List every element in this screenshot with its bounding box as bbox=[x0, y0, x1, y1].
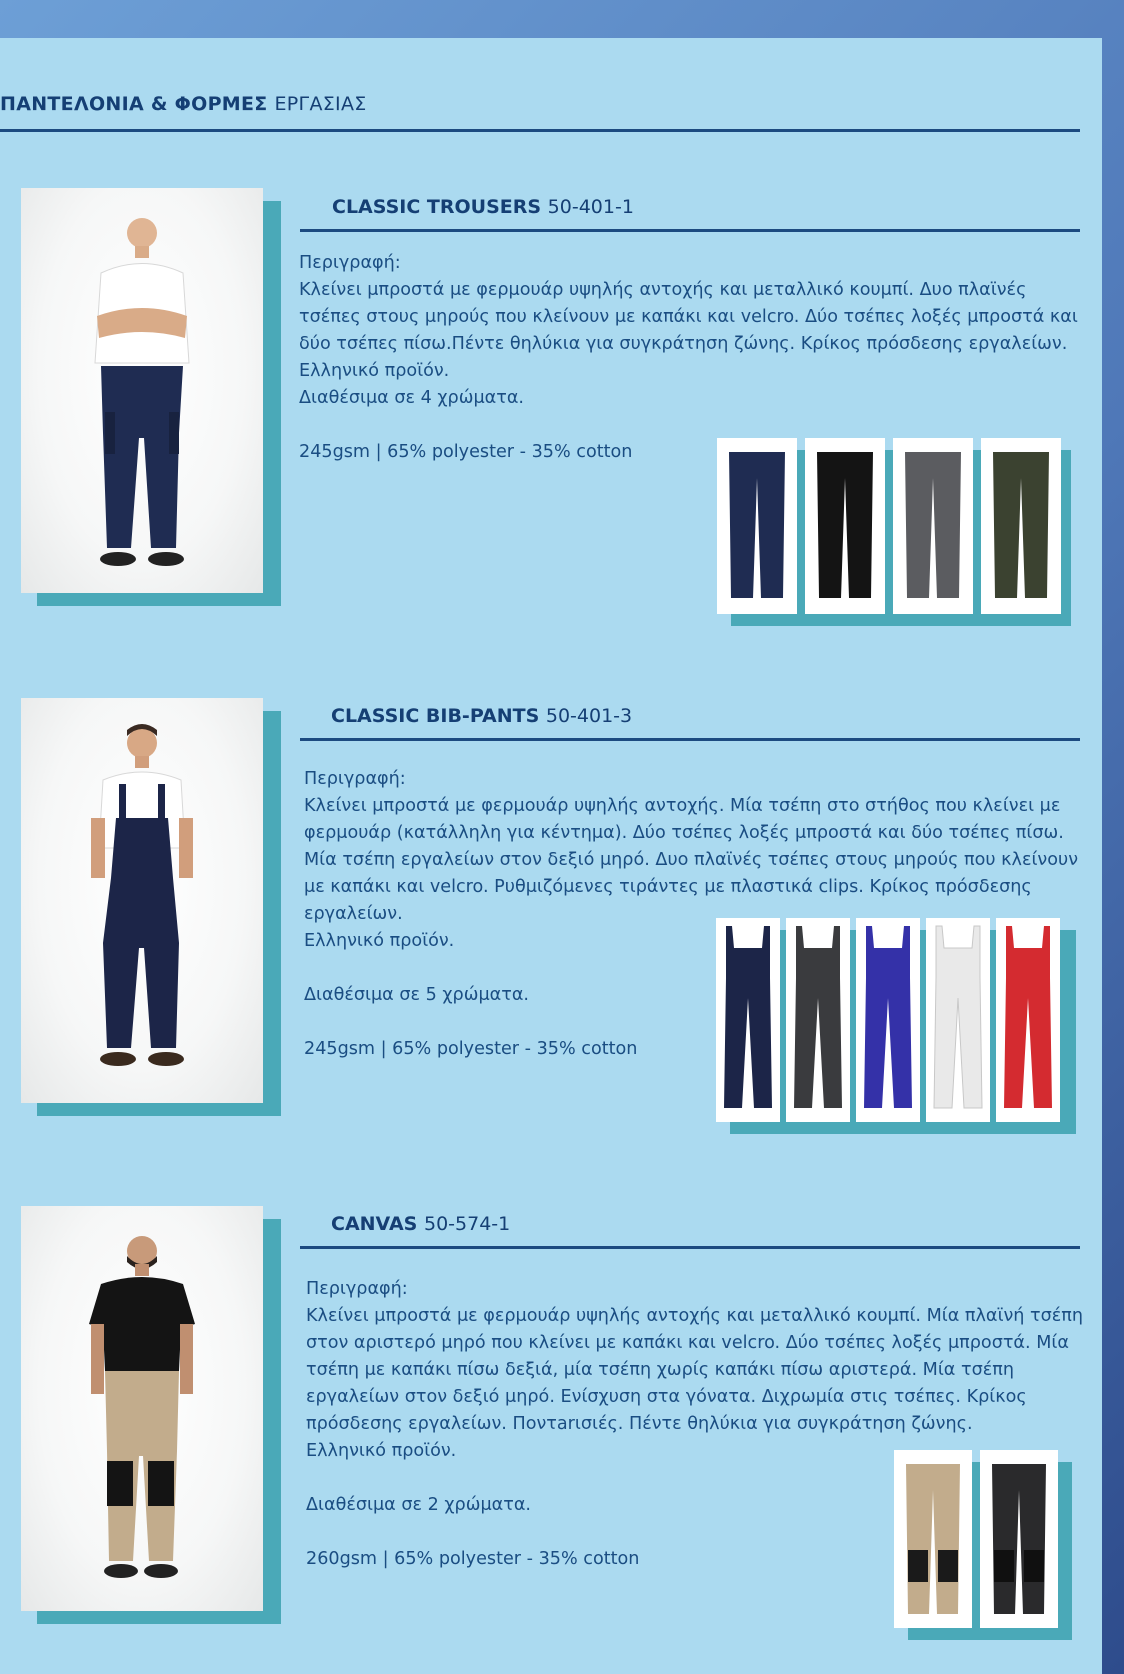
description-text: Κλείνει μπροστά με φερμουάρ υψηλής αντοχής και μεταλλικό κουμπί. Δυο πλαϊνές τσέπες στους μηρούς που κλείνουν με καπάκι και velcro. Δύο τσέπες λοξές μπροστά και δύο τσέπες πίσω.Πέντε θηλύκια για συγκράτηση ζώνης. Κρίκος πρόσδεσης εργαλείων. bbox=[299, 280, 1078, 354]
variant-swatch bbox=[926, 918, 990, 1122]
product-photo-classic-trousers bbox=[21, 188, 281, 608]
variant-swatch bbox=[981, 438, 1061, 614]
description-text: Κλείνει μπροστά με φερμουάρ υψηλής αντοχής. Μία τσέπη στο στήθος που κλείνει με φερμουάρ (κατάλληλη για κέντημα). Δύο τσέπες λοξές μπροστά και δύο τσέπες πίσω. Μία τσέπη εργαλείων στον δεξιό μηρό. Δυο πλαϊνές τσέπες στους μηρούς που κλείνουν με καπάκι και velcro. Ρυθμιζόμενες τιράντες με πλαστικά clips. Κρίκος πρόσδεσης εργαλείων. bbox=[304, 796, 1079, 924]
product-code: 50-401-3 bbox=[545, 705, 633, 727]
variant-swatch bbox=[805, 438, 885, 614]
variant-swatch bbox=[980, 1450, 1058, 1628]
product-code: 50-401-1 bbox=[547, 196, 634, 218]
description-label: Περιγραφή: bbox=[304, 769, 406, 789]
specs-text: 260gsm | 65% polyester - 35% cotton bbox=[306, 1549, 640, 1569]
product-title-canvas bbox=[331, 1213, 510, 1235]
variant-swatch bbox=[717, 438, 797, 614]
product-description-classic-trousers bbox=[299, 250, 1089, 466]
model-bib-pants-figure bbox=[21, 698, 263, 1103]
model-canvas-figure bbox=[21, 1206, 263, 1611]
specs-text: 245gsm | 65% polyester - 35% cotton bbox=[299, 442, 633, 462]
product-divider bbox=[300, 1246, 1080, 1249]
description-text: Κλείνει μπροστά με φερμουάρ υψηλής αντοχής και μεταλλικό κουμπί. Μία πλαϊνή τσέπη στον αριστερό μηρό που κλείνει με καπάκι και velcro. Δύο τσέπες λοξές μπροστά. Μία τσέπη με καπάκι πίσω δεξιά, μία τσέπη χωρίς καπάκι πίσω αριστερά. Μία τσέπη εργαλείων στον δεξιό μηρό. Ενίσχυση στα γόνατα. Διχρωμία στις τσέπες. Κρίκος πρόσδεσης εργαλείων. Ποντarισιές. Πέντε θηλύκια για συγκράτηση ζώνης. bbox=[306, 1306, 1084, 1434]
variant-swatch bbox=[893, 438, 973, 614]
variant-swatch bbox=[716, 918, 780, 1122]
specs-text: 245gsm | 65% polyester - 35% cotton bbox=[304, 1039, 638, 1059]
availability-text: Διαθέσιμα σε 2 χρώματα. bbox=[306, 1495, 532, 1515]
product-code: 50-574-1 bbox=[423, 1213, 511, 1235]
origin-text: Ελληνικό προϊόν. bbox=[306, 1441, 457, 1461]
product-title-classic-bib-pants bbox=[331, 705, 632, 727]
product-divider bbox=[300, 738, 1080, 741]
product-name: CLASSIC TROUSERS bbox=[332, 196, 542, 218]
section-title bbox=[0, 93, 367, 115]
product-photo-classic-bib-pants bbox=[21, 698, 281, 1118]
catalog-page bbox=[0, 38, 1102, 1674]
product-photo-canvas bbox=[21, 1206, 281, 1626]
availability-text: Διαθέσιμα σε 4 χρώματα. bbox=[299, 388, 525, 408]
section-divider bbox=[0, 129, 1080, 132]
availability-text: Διαθέσιμα σε 5 χρώματα. bbox=[304, 985, 530, 1005]
product-title-classic-trousers bbox=[332, 196, 634, 218]
variant-swatch bbox=[786, 918, 850, 1122]
product-name: CLASSIC BIB-PANTS bbox=[331, 705, 540, 727]
variant-swatch bbox=[894, 1450, 972, 1628]
origin-text: Ελληνικό προϊόν. bbox=[299, 361, 450, 381]
product-divider bbox=[300, 229, 1080, 232]
section-title-bold: ΠΑΝΤΕΛΟΝΙΑ & ΦΟΡΜΕΣ bbox=[0, 93, 268, 115]
variant-swatch bbox=[996, 918, 1060, 1122]
section-title-regular: ΕΡΓΑΣΙΑΣ bbox=[274, 93, 367, 115]
description-label: Περιγραφή: bbox=[299, 253, 401, 273]
product-name: CANVAS bbox=[331, 1213, 418, 1235]
origin-text: Ελληνικό προϊόν. bbox=[304, 931, 455, 951]
model-trousers-figure bbox=[21, 188, 263, 593]
variant-swatch bbox=[856, 918, 920, 1122]
description-label: Περιγραφή: bbox=[306, 1279, 408, 1299]
